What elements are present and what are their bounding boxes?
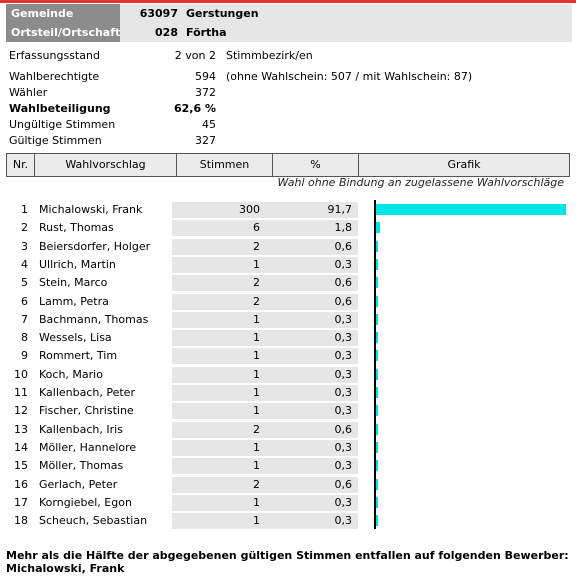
ortsteil-label: Ortsteil/Ortschaft [6, 23, 120, 42]
vote-percent: 0,3 [334, 459, 352, 473]
table-row [6, 238, 572, 256]
row-number: 14 [14, 440, 28, 454]
row-number: 4 [21, 257, 28, 271]
vote-percent: 0,6 [334, 422, 352, 436]
table-row [6, 293, 572, 311]
vote-count: 1 [253, 386, 260, 399]
location-header [6, 4, 572, 42]
row-number: 12 [14, 404, 28, 418]
vote-count: 1 [253, 514, 260, 528]
stat-erfassungsstand: Erfassungsstand 2 von 2 Stimmbezirk/en [9, 49, 313, 62]
vote-percent: 91,7 [327, 203, 352, 216]
vote-bar [376, 460, 378, 471]
vote-percent: 0,3 [334, 495, 352, 509]
table-row [6, 512, 572, 530]
candidate-name: Lamm, Petra [39, 294, 109, 308]
ortsteil-name: Förtha [186, 26, 227, 39]
bar-axis-line [374, 200, 376, 529]
candidate-name: Wessels, Lisa [39, 331, 112, 345]
vote-percent: 1,8 [334, 221, 352, 235]
candidate-name: Koch, Mario [39, 367, 103, 381]
row-number: 3 [21, 239, 28, 253]
stat-ungueltige-stimmen: Ungültige Stimmen 45 [9, 118, 216, 131]
stat-wahlbeteiligung: Wahlbeteiligung 62,6 % [9, 102, 216, 115]
vote-bar [376, 442, 378, 453]
vote-percent: 0,3 [334, 349, 352, 363]
vote-percent: 0,6 [334, 294, 352, 308]
candidate-name: Ullrich, Martin [39, 257, 116, 271]
majority-notice [6, 549, 572, 575]
vote-bar [376, 350, 378, 361]
candidate-name: Rommert, Tim [39, 349, 118, 363]
stat-wahlberechtigte: Wahlberechtigte 594 (ohne Wahlschein: 507 / mit Wahlschein: 87) [9, 70, 473, 83]
column-header-stimmen: Stimmen [177, 154, 273, 176]
column-header-nr: Nr. [7, 154, 35, 176]
candidate-name: Fischer, Christine [39, 404, 134, 418]
table-row [6, 366, 572, 384]
ortsteil-number: 028 [155, 26, 178, 39]
table-row [6, 256, 572, 274]
table-row [6, 274, 572, 292]
vote-percent: 0,3 [334, 514, 352, 528]
ortsteil-value [120, 23, 572, 42]
row-number: 6 [21, 294, 28, 308]
row-number: 17 [14, 495, 28, 509]
results-table-header [6, 153, 570, 177]
row-number: 18 [14, 514, 28, 528]
vote-count: 1 [253, 404, 260, 418]
vote-count: 1 [253, 331, 260, 345]
vote-count: 2 [253, 422, 260, 436]
vote-bar [376, 424, 378, 435]
table-note: Wahl ohne Bindung an zugelassene Wahlvorschläge [277, 176, 564, 189]
stat-waehler: Wähler 372 [9, 86, 216, 99]
table-row [6, 439, 572, 457]
vote-count: 2 [253, 239, 260, 253]
vote-count: 2 [253, 477, 260, 491]
candidate-name: Korngiebel, Egon [39, 495, 132, 509]
vote-count: 1 [253, 459, 260, 473]
vote-percent: 0,6 [334, 477, 352, 491]
vote-count: 300 [239, 203, 260, 216]
vote-count: 2 [253, 276, 260, 290]
vote-bar [376, 259, 378, 270]
column-header-wahlvorschlag: Wahlvorschlag [35, 154, 177, 176]
vote-bar [376, 497, 378, 508]
row-number: 13 [14, 422, 28, 436]
candidate-name: Beiersdorfer, Holger [39, 239, 151, 253]
table-row [6, 329, 572, 347]
vote-bar [376, 314, 378, 325]
table-row [6, 384, 572, 402]
vote-percent: 0,3 [334, 386, 352, 399]
row-number: 16 [14, 477, 28, 491]
table-row [6, 494, 572, 512]
vote-count: 1 [253, 367, 260, 381]
vote-bar [376, 479, 378, 490]
vote-percent: 0,3 [334, 367, 352, 381]
vote-percent: 0,3 [334, 440, 352, 454]
vote-bar [376, 277, 378, 288]
gemeinde-value [120, 4, 572, 23]
vote-count: 6 [253, 221, 260, 235]
row-number: 9 [21, 349, 28, 363]
vote-bar [376, 241, 378, 252]
column-header-grafik: Grafik [447, 158, 481, 171]
vote-bar [376, 332, 378, 343]
majority-winner-name: Michalowski, Frank [6, 562, 125, 575]
candidate-name: Kallenbach, Iris [39, 422, 123, 436]
row-number: 5 [21, 276, 28, 290]
row-number: 7 [21, 312, 28, 326]
gemeinde-number: 63097 [139, 7, 178, 20]
vote-bar [376, 296, 378, 307]
candidate-name: Michalowski, Frank [39, 203, 143, 216]
vote-percent: 0,3 [334, 257, 352, 271]
vote-bar [376, 405, 378, 416]
candidate-name: Scheuch, Sebastian [39, 514, 148, 528]
candidate-name: Gerlach, Peter [39, 477, 118, 491]
row-number: 11 [14, 386, 28, 399]
vote-count: 1 [253, 495, 260, 509]
vote-percent: 0,3 [334, 331, 352, 345]
vote-bar [376, 222, 380, 233]
majority-notice-text: Mehr als die Hälfte der abgegebenen gültigen Stimmen entfallen auf folgenden Bewerber: [6, 549, 569, 562]
row-number: 2 [21, 221, 28, 235]
gemeinde-label: Gemeinde [6, 4, 120, 23]
table-row [6, 219, 572, 237]
candidate-name: Stein, Marco [39, 276, 108, 290]
stat-gueltige-stimmen: Gültige Stimmen 327 [9, 134, 216, 147]
row-number: 8 [21, 331, 28, 345]
candidate-name: Bachmann, Thomas [39, 312, 149, 326]
vote-count: 1 [253, 349, 260, 363]
table-row [6, 457, 572, 475]
candidate-name: Kallenbach, Peter [39, 386, 135, 399]
vote-percent: 0,3 [334, 312, 352, 326]
vote-count: 1 [253, 257, 260, 271]
table-row [6, 347, 572, 365]
gemeinde-name: Gerstungen [186, 7, 259, 20]
vote-count: 2 [253, 294, 260, 308]
vote-count: 1 [253, 312, 260, 326]
vote-bar [376, 515, 378, 526]
candidate-name: Möller, Hannelore [39, 440, 137, 454]
vote-percent: 0,3 [334, 404, 352, 418]
vote-bar [376, 387, 378, 398]
candidate-name: Rust, Thomas [39, 221, 114, 235]
top-accent-line [0, 0, 576, 3]
candidate-name: Möller, Thomas [39, 459, 124, 473]
row-number: 10 [14, 367, 28, 381]
vote-count: 1 [253, 440, 260, 454]
row-number: 1 [21, 203, 28, 216]
table-row [6, 201, 572, 219]
vote-bar [376, 204, 566, 215]
table-row [6, 402, 572, 420]
vote-percent: 0,6 [334, 276, 352, 290]
vote-bar [376, 369, 378, 380]
column-header-prozent: % [273, 154, 359, 176]
row-number: 15 [14, 459, 28, 473]
vote-percent: 0,6 [334, 239, 352, 253]
table-row [6, 421, 572, 439]
table-row [6, 311, 572, 329]
table-row [6, 476, 572, 494]
